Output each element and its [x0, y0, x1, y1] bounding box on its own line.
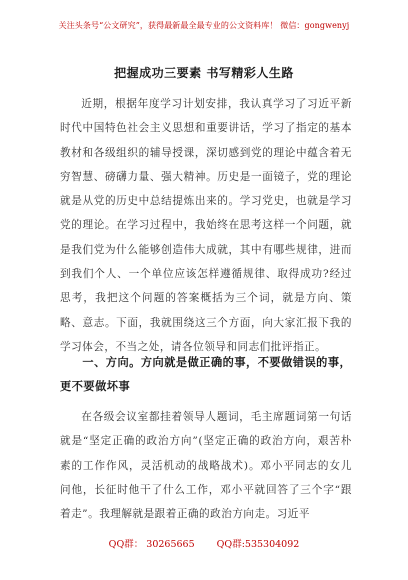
document-title: 把握成功三要素 书写精彩人生路 [114, 66, 294, 80]
section-heading: 一、方向。方向就是做正确的事，不要做错误的事，更不要做坏事 [60, 355, 352, 393]
footer-qq-1: QQ群： 30265665 [108, 539, 195, 550]
body-paragraph-2: 在各级会议室都挂着领导人题词，毛主席题词第一句话就是“坚定正确的政治方向”(坚定正确的政治方向，艰苦朴素的工作作风，灵活机动的战略战术)。邓小平同志的女儿问他，长征时他干了什么工作，邓小平就回答了三个字“跟着走”。我理解就是跟着正确的政治方向走。习近平 [60, 411, 352, 521]
footer-qq-2: QQ群:535304092 [216, 539, 300, 550]
header-banner: 关注头条号“公文研究”，获得最新最全最专业的公文资料库！ 微信：gongwenyj [58, 21, 350, 30]
body-paragraph-1: 近期，根据年度学习计划安排，我认真学习了习近平新时代中国特色社会主义思想和重要讲话，学习了指定的基本教材和各级组织的辅导授课，深切感到党的理论中蕴含着无穷智慧、磅礴力量、强大精神。历史是一面镜子，党的理论就是从党的历史中总结提炼出来的。学习党史，也就是学习党的理论。在学习过程中，我始终在思考这样一个问题，就是我们党为什么能够创造伟大成就，其中有哪些规律，进而到我们个人、一个单位应该怎样遵循规律、取得成功?经过思考，我把这个问题的答案概括为三个词，就是方向、策略、意志。下面，我就围绕这三个方面，向大家汇报下我的学习体会，不当之处，请各位领导和同志们批评指正。 [60, 98, 352, 353]
footer-qq-groups [0, 538, 408, 552]
